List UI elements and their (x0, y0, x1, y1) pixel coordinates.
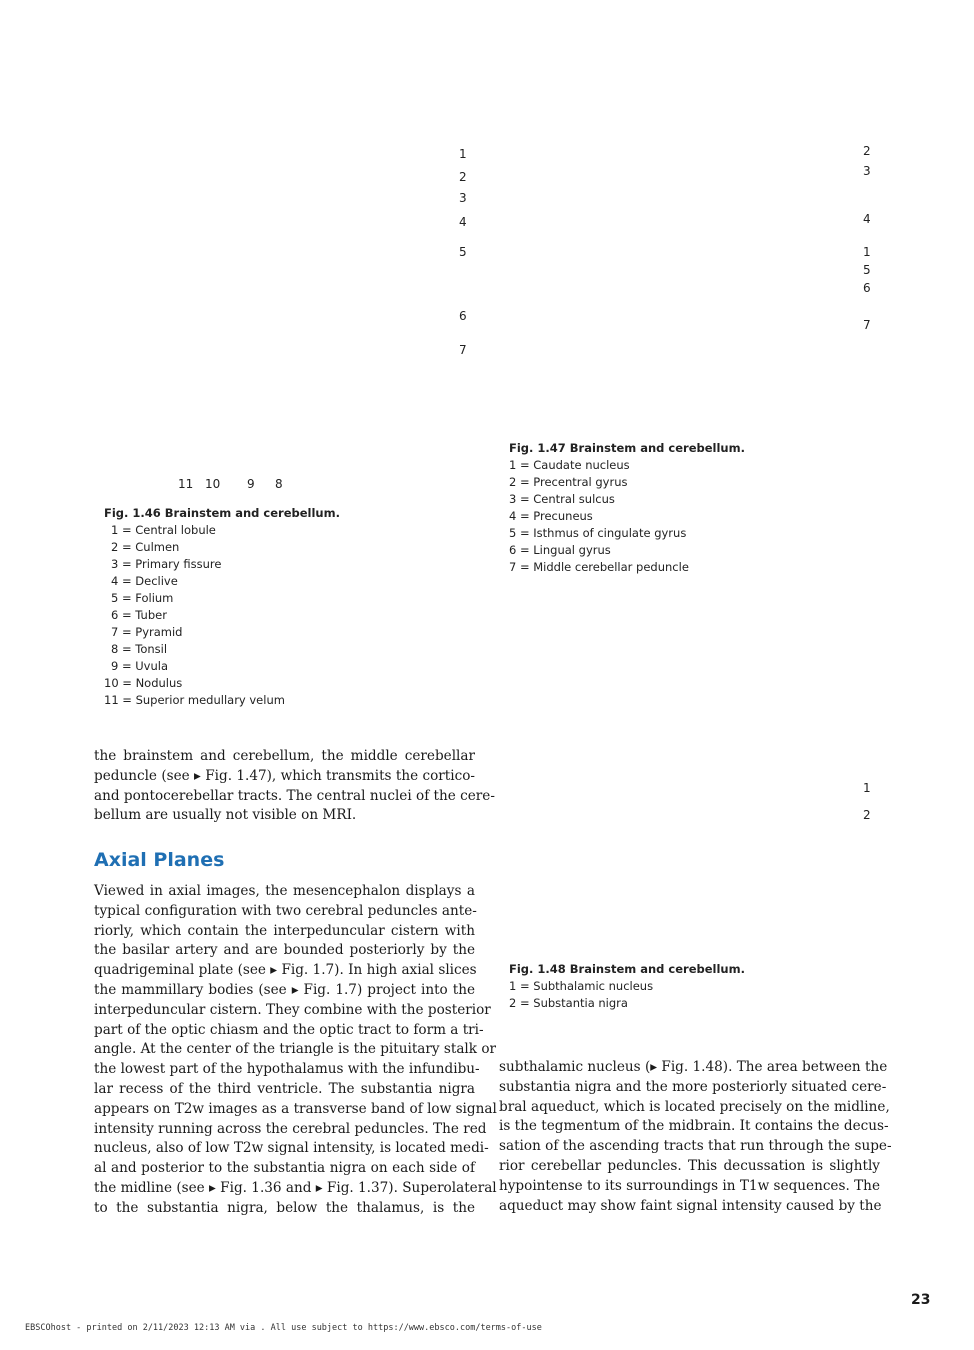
caption-item: 7 = Pyramid (111, 625, 183, 639)
fig48-label: 1 (863, 781, 871, 795)
text-line: and pontocerebellar tracts. The central nuclei of the cere- (94, 787, 495, 804)
fig46-caption (104, 505, 340, 709)
text-line: al and posterior to the substantia nigra on each side of (94, 1160, 475, 1177)
caption-item: 5 = Folium (111, 591, 174, 605)
fig46-caption-title: Fig. 1.46 Brainstem and cerebellum. (104, 506, 340, 520)
text-line: interpeduncular cistern. They combine with the posterior (94, 1001, 491, 1018)
caption-item: 4 = Declive (111, 574, 178, 588)
fig46-label: 3 (459, 191, 467, 205)
text-line: lar recess of the third ventricle. The substantia nigra (94, 1080, 475, 1097)
text-line: subthalamic nucleus (▸ Fig. 1.48). The area between the (499, 1059, 888, 1075)
caption-item: 4 = Precuneus (509, 509, 593, 523)
text-line: sation of the ascending tracts that run through the supe- (499, 1138, 892, 1155)
fig46-label: 7 (459, 343, 467, 357)
caption-item: 1 = Caudate nucleus (509, 458, 630, 472)
fig46-label: 10 (205, 477, 221, 491)
page-number: 23 (911, 1292, 931, 1308)
caption-item: 9 = Uvula (111, 659, 169, 673)
caption-item: 7 = Middle cerebellar peduncle (509, 560, 689, 574)
caption-item: 6 = Tuber (111, 608, 167, 622)
text-line: intensity running across the cerebral peduncles. The red (94, 1120, 487, 1137)
text-line: part of the optic chiasm and the optic tract to form a tri- (94, 1021, 484, 1038)
text-line: bral aqueduct, which is located precisely on the midline, (499, 1098, 890, 1115)
text-line: hypointense to its surroundings in T1w sequences. The (499, 1177, 880, 1194)
caption-item: 10 = Nodulus (104, 676, 183, 690)
caption-item: 1 = Subthalamic nucleus (509, 979, 654, 993)
fig47-label: 6 (863, 281, 871, 295)
text-line: riorly, which contain the interpeduncular cistern with (94, 922, 475, 939)
text-line: substantia nigra and the more posteriorly situated cere- (499, 1078, 887, 1095)
footer-notice: EBSCOhost - printed on 2/11/2023 12:13 AM via . All use subject to https://www.ebsco.com/terms-of-use (25, 1323, 542, 1333)
left-body-paragraph (94, 882, 497, 1219)
text-line: the basilar artery and are bounded posteriorly by the (94, 942, 475, 959)
text-line: nucleus, also of low T2w signal intensity, is located medi- (94, 1140, 489, 1157)
caption-item: 11 = Superior medullary velum (104, 693, 285, 707)
fig47-label: 2 (863, 144, 871, 158)
fig47-caption-title: Fig. 1.47 Brainstem and cerebellum. (509, 441, 745, 455)
fig46-label: 8 (275, 477, 283, 491)
text-line: appears on T2w images as a transverse band of low signal (94, 1100, 497, 1117)
caption-item: 2 = Precentral gyrus (509, 475, 628, 489)
fig46-label: 1 (459, 147, 467, 161)
text-line: rior cerebellar peduncles. This decussation is slightly (499, 1157, 880, 1174)
fig46-label: 5 (459, 245, 467, 259)
caption-item: 3 = Primary fissure (111, 557, 222, 571)
fig47-label: 4 (863, 212, 871, 226)
fig46-label: 9 (247, 477, 255, 491)
text-line: the brainstem and cerebellum, the middle cerebellar (94, 748, 475, 764)
caption-item: 8 = Tonsil (111, 642, 168, 656)
text-line: quadrigeminal plate (see ▸ Fig. 1.7). In high axial slices (94, 962, 477, 979)
fig47-label: 3 (863, 164, 871, 178)
right-body-paragraph (499, 1058, 892, 1216)
fig47-label: 7 (863, 318, 871, 332)
fig46-label: 6 (459, 309, 467, 323)
section-heading: Axial Planes (94, 849, 225, 871)
text-line: the midline (see ▸ Fig. 1.36 and ▸ Fig. 1.37). Superolateral (94, 1179, 497, 1196)
text-line: peduncle (see ▸ Fig. 1.47), which transmits the cortico- (94, 767, 475, 784)
fig46-label: 4 (459, 215, 467, 229)
fig46-label: 2 (459, 170, 467, 184)
text-line: to the substantia nigra, below the thalamus, is the (94, 1199, 475, 1216)
text-line: bellum are usually not visible on MRI. (94, 807, 357, 824)
fig48-label: 2 (863, 808, 871, 822)
fig47-label: 1 (863, 245, 871, 259)
fig48-caption-title: Fig. 1.48 Brainstem and cerebellum. (509, 962, 745, 976)
text-line: angle. At the center of the triangle is the pituitary stalk or (94, 1041, 497, 1058)
caption-item: 2 = Substantia nigra (509, 996, 628, 1010)
caption-item: 6 = Lingual gyrus (509, 543, 611, 557)
text-line: Viewed in axial images, the mesencephalon displays a (94, 883, 475, 899)
fig47-caption (509, 440, 745, 576)
text-line: the mammillary bodies (see ▸ Fig. 1.7) project into the (94, 981, 475, 998)
caption-item: 5 = Isthmus of cingulate gyrus (509, 526, 687, 540)
caption-item: 2 = Culmen (111, 540, 180, 554)
text-line: the lowest part of the hypothalamus with the infundibu- (94, 1061, 480, 1078)
intro-paragraph (94, 747, 495, 826)
fig48-caption (509, 961, 745, 1012)
text-line: aqueduct may show faint signal intensity caused by the (499, 1197, 882, 1214)
fig46-label: 11 (178, 477, 194, 491)
fig47-label: 5 (863, 263, 871, 277)
caption-item: 3 = Central sulcus (509, 492, 615, 506)
text-line: typical configuration with two cerebral peduncles ante- (94, 902, 477, 919)
text-line: is the tegmentum of the midbrain. It contains the decus- (499, 1118, 889, 1135)
caption-item: 1 = Central lobule (111, 523, 216, 537)
